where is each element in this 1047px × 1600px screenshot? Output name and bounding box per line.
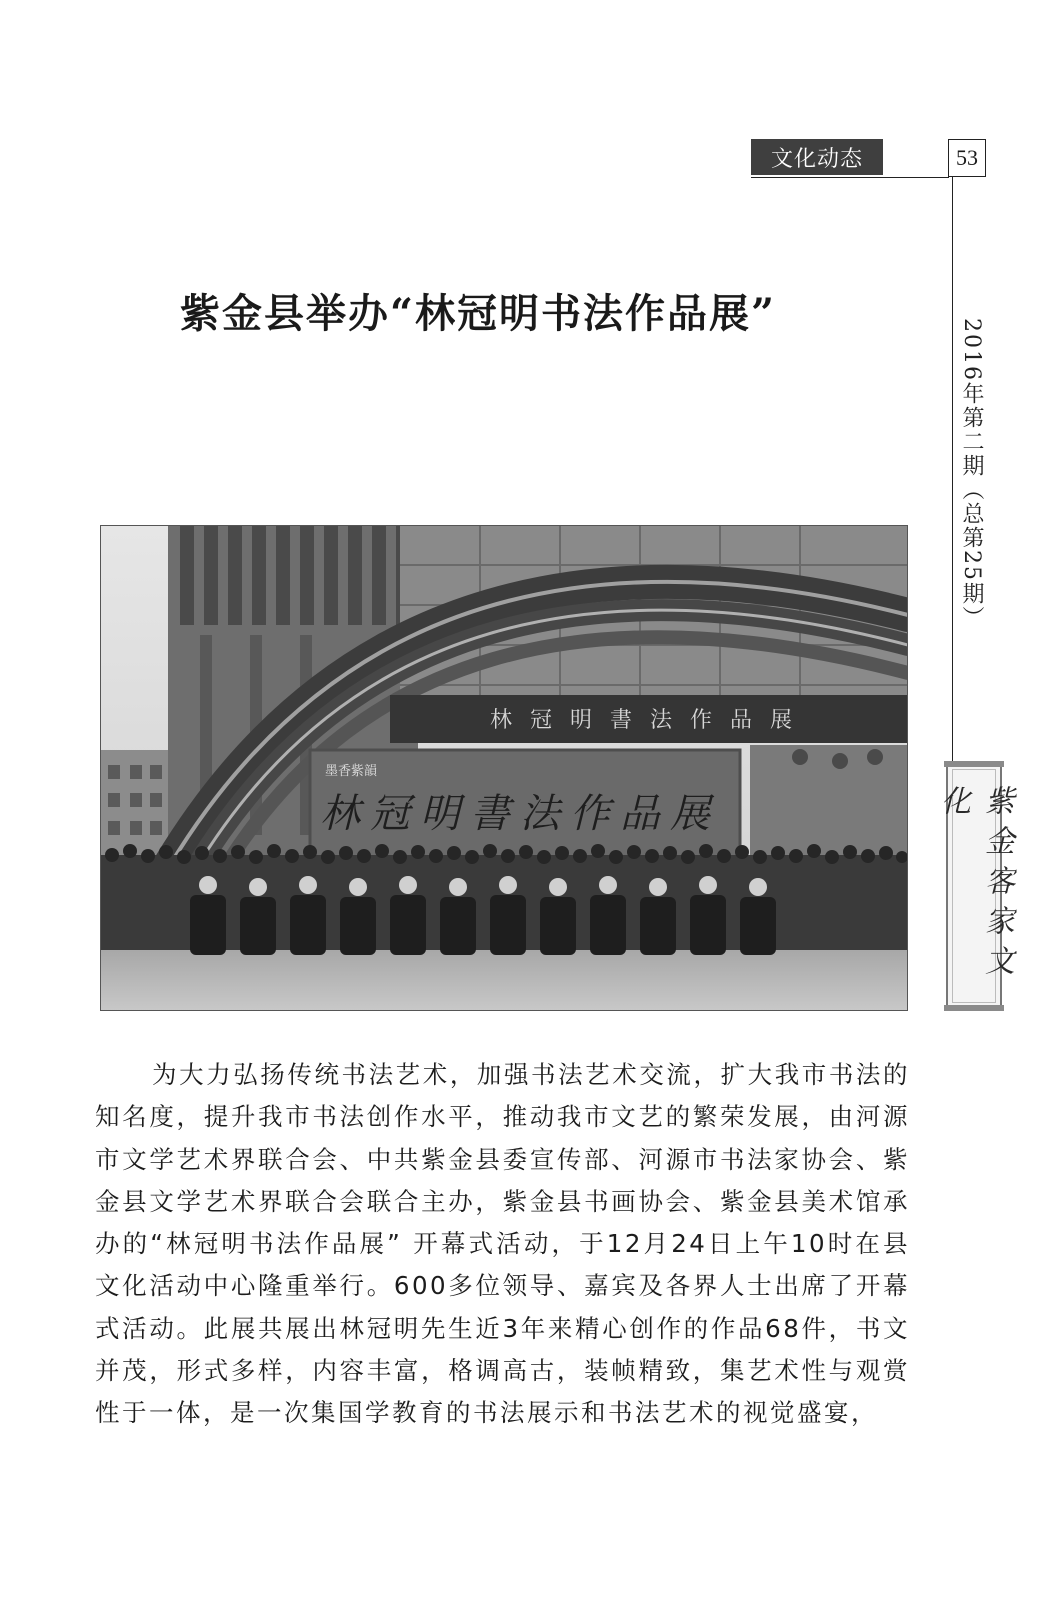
issue-label: 2016年第二期（总第25期） <box>959 318 984 630</box>
section-tag: 文化动态 <box>751 139 883 175</box>
side-rule <box>952 177 953 765</box>
sign-subtitle: 墨香紫韻 <box>325 764 378 779</box>
exhibition-group-photo <box>100 525 908 1011</box>
upper-banner-text: 林冠明書法作品展 <box>489 708 811 733</box>
article-title <box>0 282 1000 339</box>
article-body: 为大力弘扬传统书法艺术，加强书法艺术交流，扩大我市书法的知名度，提升我市书法创作水平，推动我市文艺的繁荣发展，由河源市文学艺术界联合会、中共紫金县委宣传部、河源市书法家协会、紫金县文学艺术界联合会联合主办，紫金县书画协会、紫金县美术馆承办的“林冠明书法作品展” 开幕式活动，于12月24日上午10时在县文化活动中心隆重举行。600多位领导、嘉宾及各界人士出席了开幕式活动。此展共展出林冠明先生近3年来精心创作的作品68件，书文并茂，形式多样，内容丰富，格调高古，装帧精致，集艺术性与观赏性于一体，是一次集国学教育的书法展示和书法艺术的视觉盛宴， <box>95 1060 910 1428</box>
article-title-text: 紫金县举办“林冠明书法作品展” <box>179 290 776 337</box>
sign-calligraphy: 林冠明書法作品展 <box>320 791 720 837</box>
emblem-scroll <box>935 763 1014 1009</box>
emblem-text: 紫金客家文化 <box>935 785 1014 985</box>
header-rule <box>751 177 949 178</box>
page-number: 53 <box>948 139 986 177</box>
